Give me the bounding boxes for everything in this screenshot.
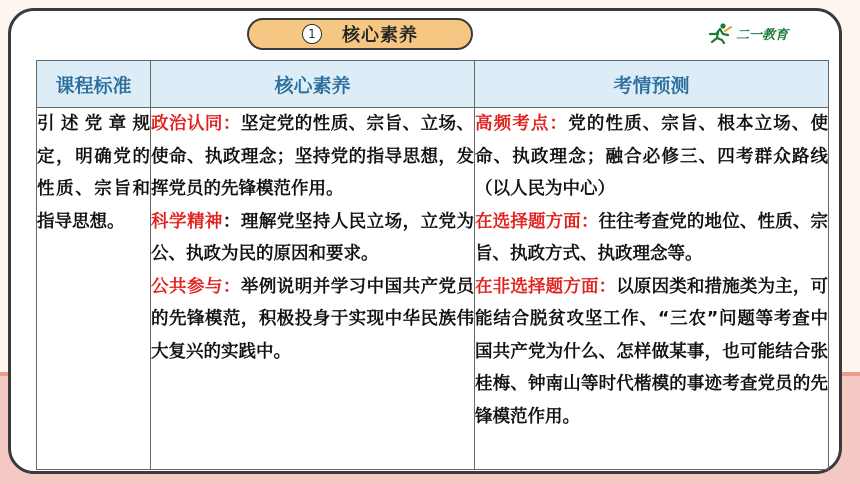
section-title-pill: [247, 18, 473, 50]
header-core-literacy: 核心素养: [151, 61, 475, 108]
curriculum-cell: [37, 108, 151, 470]
exam-forecast-text: [475, 108, 828, 433]
non-choice-label: 在非选择题方面：: [475, 276, 617, 297]
exam-forecast-cell: [475, 108, 829, 470]
brand-logo: [706, 22, 788, 44]
political-identity-text: 坚定党的性质、宗旨、立场、使命、执政理念；坚持党的指导思想，发挥党员的先锋模范作用。: [151, 114, 475, 199]
multiple-choice-label: 在选择题方面：: [475, 211, 599, 232]
core-literacy-cell: [151, 108, 475, 470]
table-row: [37, 108, 829, 470]
political-identity-label: 政治认同：: [151, 114, 241, 134]
high-frequency-text: 党的性质、宗旨、根本立场、使命、执政理念；融合必修三、四考群众路线（以人民为中心）: [475, 114, 829, 199]
public-participation-text: 举例说明并学习中国共产党员的先锋模范，积极投身于实现中华民族伟大复兴的实践中。: [151, 276, 475, 362]
curriculum-text: 引述党章规定，明确党的性质、宗旨和指导思想。: [37, 114, 150, 232]
section-title: 核心素养: [342, 25, 418, 46]
curriculum-table: [36, 60, 829, 470]
multiple-choice-text: 往往考查党的地位、性质、宗旨、执政方式、执政理念等。: [475, 211, 829, 264]
header-exam-forecast: 考情预测: [475, 61, 829, 108]
logo-text: 二一教育: [736, 27, 789, 43]
scientific-spirit-label: 科学精神: [151, 211, 223, 232]
core-literacy-text: [151, 108, 474, 368]
section-number: 1: [302, 24, 322, 44]
non-choice-text: 以原因类和措施类为主，可能结合脱贫攻坚工作、“三农”问题等考查中国共产党为什么、怎样做某事，也可能结合张桂梅、钟南山等时代楷模的事迹考查党员的先锋模范作用。: [475, 276, 829, 427]
runner-icon: [706, 22, 732, 44]
table-header-row: [37, 61, 829, 108]
scientific-spirit-text: ：理解党坚持人民立场，立党为公、执政为民的原因和要求。: [151, 211, 475, 264]
public-participation-label: 公共参与：: [151, 276, 241, 297]
high-frequency-label: 高频考点：: [475, 114, 569, 134]
header-curriculum: 课程标准: [37, 61, 151, 108]
